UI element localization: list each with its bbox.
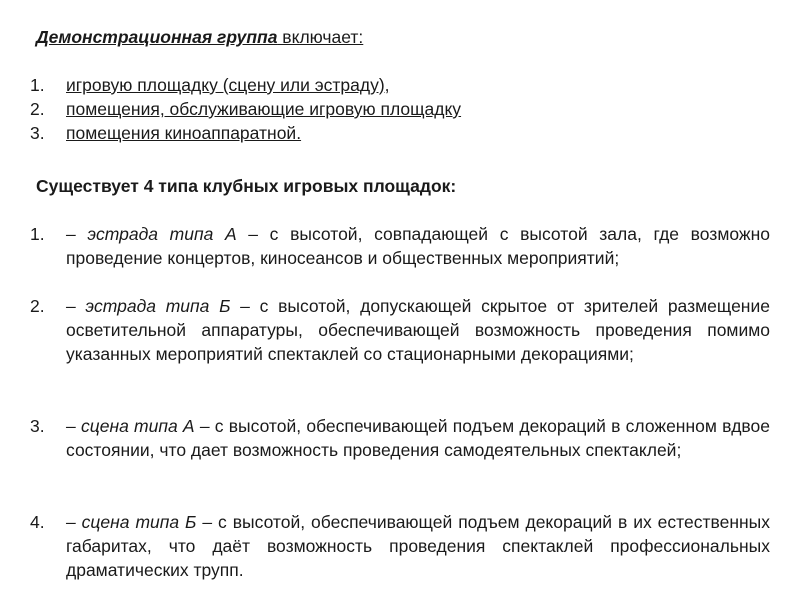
type-item-lead: – эстрада типа А –: [66, 224, 259, 244]
types-heading: Существует 4 типа клубных игровых площадок:: [36, 176, 457, 196]
list-item: [30, 97, 770, 121]
type-item-number: 2.: [30, 296, 45, 316]
list-item-number: 2.: [30, 99, 45, 119]
list-item: [30, 73, 770, 97]
type-item-number: 1.: [30, 224, 45, 244]
composition-heading-rest: включает:: [277, 27, 364, 47]
type-item-text: [66, 414, 770, 462]
list-item-text: помещения киноаппаратной.: [66, 123, 302, 143]
list-item-number: 1.: [30, 75, 45, 95]
type-item: [30, 414, 770, 462]
type-item-text: [66, 222, 770, 270]
type-item-text: [66, 294, 770, 366]
composition-heading-bold: Демонстрационная группа: [36, 27, 278, 47]
type-item-body: с высотой, обеспечивающей подъем декораций в их естественных габаритах, что даёт возможность проведения спектаклей профессиональных драматических трупп.: [66, 512, 770, 580]
type-item: [30, 510, 770, 582]
type-item-body: с высотой, совпадающей с высотой зала, где возможно проведение концертов, киносеансов и общественных мероприятий;: [66, 224, 770, 268]
type-item-body: с высотой, допускающей скрытое от зрителей размещение осветительной аппаратуры, обеспечивающей возможность проведения помимо указанных мероприятий спектаклей со стационарными декорациями;: [66, 296, 770, 364]
type-item-lead: – сцена типа Б –: [66, 512, 213, 532]
type-item-lead: – эстрада типа Б –: [66, 296, 250, 316]
type-item-number: 3.: [30, 416, 45, 436]
type-item: [30, 294, 770, 366]
list-item-text: помещения, обслуживающие игровую площадку: [66, 99, 462, 119]
type-item-body: с высотой, обеспечивающей подъем декораций в сложенном вдвое состоянии, что дает возможность проведения самодеятельных спектаклей;: [66, 416, 770, 460]
list-item-number: 3.: [30, 123, 45, 143]
list-item: [30, 121, 770, 145]
list-item-text: игровую площадку (сцену или эстраду),: [66, 75, 390, 95]
type-item-text: [66, 510, 770, 582]
type-item-number: 4.: [30, 512, 45, 532]
type-item-lead: – сцена типа А –: [66, 416, 210, 436]
type-item: [30, 222, 770, 270]
composition-heading: [36, 25, 363, 49]
